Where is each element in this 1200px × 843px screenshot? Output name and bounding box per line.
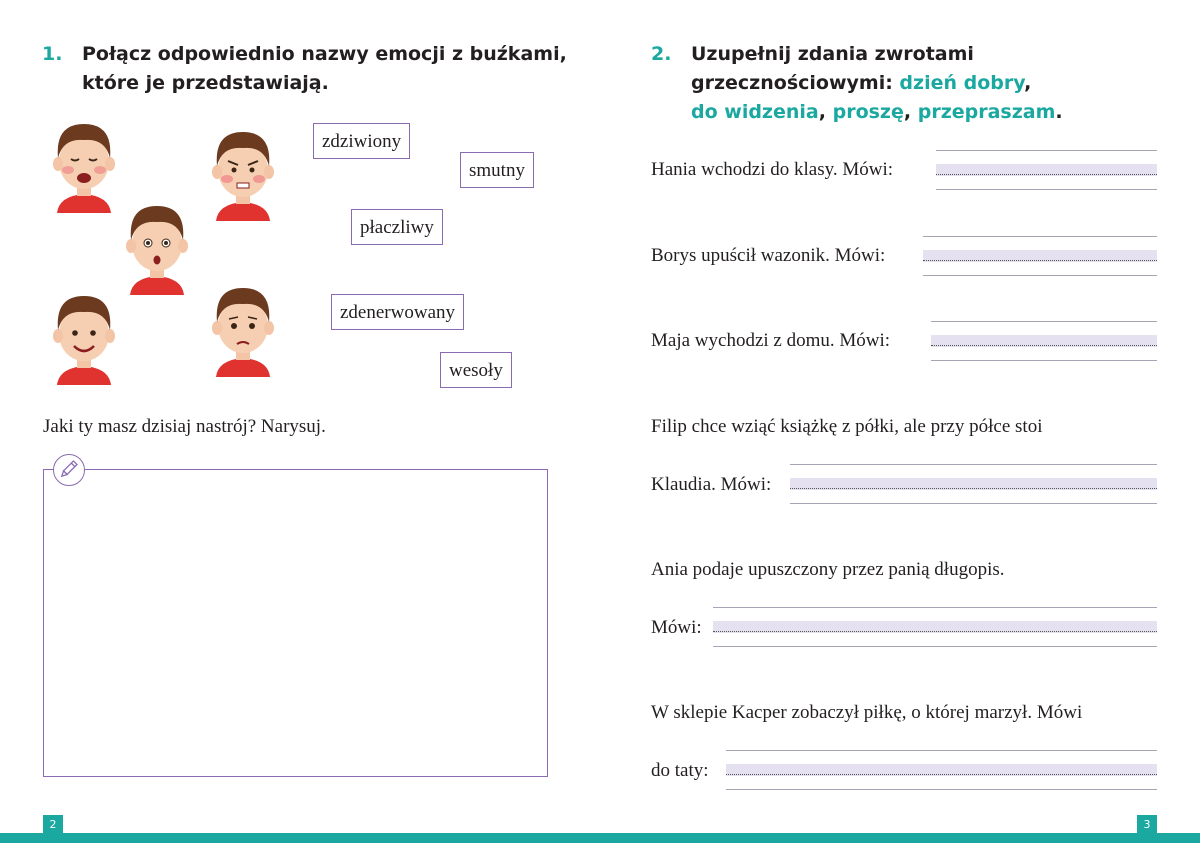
word-card-zdenerwowany[interactable]: zdenerwowany xyxy=(331,294,464,330)
sentence-hania: Hania wchodzi do klasy. Mówi: xyxy=(651,159,894,180)
word-card-placzliwy[interactable]: płaczliwy xyxy=(351,209,443,245)
task2-number: 2. xyxy=(651,43,672,65)
phrase-prosze: proszę xyxy=(832,101,904,123)
sentence-ania-mowi: Mówi: xyxy=(651,617,702,638)
face-angry[interactable] xyxy=(206,126,280,221)
face-sad[interactable] xyxy=(206,282,280,377)
phrase-do-widzenia: do widzenia xyxy=(691,101,819,123)
sentence-maja: Maja wychodzi z domu. Mówi: xyxy=(651,330,891,351)
page-number-right: 3 xyxy=(1137,815,1157,835)
page-number-left: 2 xyxy=(43,815,63,835)
word-card-smutny[interactable]: smutny xyxy=(460,152,534,188)
sentence-filip: Filip chce wziąć książkę z półki, ale przy półce stoi xyxy=(651,416,1043,437)
phrase-przepraszam: przepraszam xyxy=(917,101,1056,123)
task2-heading xyxy=(651,40,1171,130)
word-card-zdziwiony[interactable]: zdziwiony xyxy=(313,123,410,159)
task1-number: 1. xyxy=(42,43,63,65)
task1-line2: które je przedstawiają. xyxy=(82,72,329,94)
drawing-area[interactable] xyxy=(43,469,548,777)
phrase-dzien-dobry: dzień dobry xyxy=(899,72,1025,94)
mood-question: Jaki ty masz dzisiaj nastrój? Narysuj. xyxy=(43,416,326,437)
sentence-kacper-taty: do taty: xyxy=(651,760,709,781)
answer-line-maja[interactable] xyxy=(931,321,1157,361)
word-card-wesoly[interactable]: wesoły xyxy=(440,352,512,388)
task2-line1: Uzupełnij zdania zwrotami xyxy=(691,43,974,65)
sentence-borys: Borys upuścił wazonik. Mówi: xyxy=(651,245,886,266)
task2-line3: do widzenia, proszę, przepraszam. xyxy=(691,101,1063,123)
sentence-klaudia: Klaudia. Mówi: xyxy=(651,474,772,495)
answer-line-hania[interactable] xyxy=(936,150,1157,190)
task1-line1: Połącz odpowiednio nazwy emocji z buźkami, xyxy=(82,43,567,65)
task2-line2: grzecznościowymi: dzień dobry, xyxy=(691,72,1032,94)
answer-line-klaudia[interactable] xyxy=(790,464,1157,504)
sentence-ania: Ania podaje upuszczony przez panią długopis. xyxy=(651,559,1005,580)
answer-line-ania[interactable] xyxy=(713,607,1157,647)
face-crying[interactable] xyxy=(47,118,121,213)
task1-heading xyxy=(42,40,572,100)
face-happy[interactable] xyxy=(47,290,121,385)
sentence-kacper: W sklepie Kacper zobaczył piłkę, o której marzył. Mówi xyxy=(651,702,1083,723)
answer-line-kacper[interactable] xyxy=(726,750,1157,790)
face-surprised[interactable] xyxy=(120,200,194,295)
footer-bar xyxy=(0,833,1200,843)
pencil-icon xyxy=(53,454,85,486)
answer-line-borys[interactable] xyxy=(923,236,1157,276)
